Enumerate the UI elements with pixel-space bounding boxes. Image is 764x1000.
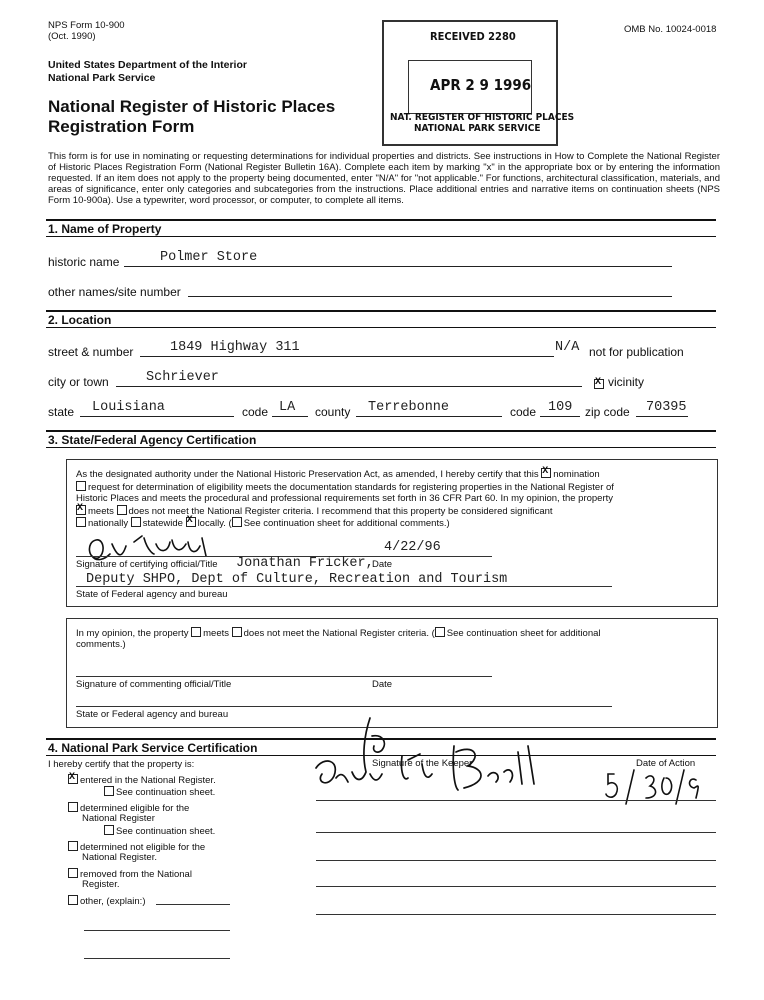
received-stamp bbox=[382, 20, 575, 146]
form-title: National Register of Historic Places bbox=[48, 97, 336, 116]
request-checkbox[interactable] bbox=[76, 481, 86, 491]
section2-title: 2. Location bbox=[48, 313, 112, 327]
keeper-certify-text: I hereby certify that the property is: bbox=[48, 759, 195, 770]
street-field[interactable] bbox=[140, 356, 554, 357]
commenting-agency-label: State or Federal agency and bureau bbox=[76, 709, 229, 720]
not-eligible-label-2: National Register. bbox=[82, 852, 157, 863]
historic-name-field[interactable] bbox=[124, 266, 672, 267]
not-eligible-label: determined not eligible for the bbox=[80, 842, 206, 853]
keeper-line-3[interactable] bbox=[316, 860, 716, 861]
historic-name-label: historic name bbox=[48, 255, 120, 269]
commenting-agency-line[interactable] bbox=[76, 706, 612, 707]
continuation-label: See continuation sheet. bbox=[116, 787, 216, 798]
county-field[interactable] bbox=[356, 416, 502, 417]
not-eligible-checkbox[interactable] bbox=[68, 841, 78, 851]
department-name: United States Department of the Interior bbox=[48, 59, 247, 71]
cert-line2 bbox=[76, 481, 614, 493]
other-explain-line-3[interactable] bbox=[84, 958, 230, 959]
nomination-label: nomination bbox=[553, 469, 600, 480]
state-field[interactable] bbox=[80, 416, 234, 417]
other-explain-line-2[interactable] bbox=[84, 930, 230, 931]
city-label: city or town bbox=[48, 375, 109, 389]
keeper-signature-line[interactable] bbox=[316, 800, 716, 801]
date-of-action-label: Date of Action bbox=[636, 758, 696, 769]
county-label: county bbox=[315, 405, 351, 419]
keeper-signature-label: Signature of the Keeper bbox=[372, 758, 473, 769]
entered-checkbox[interactable] bbox=[68, 774, 78, 784]
opinion-does-not-meet-checkbox[interactable] bbox=[232, 627, 242, 637]
section-rule bbox=[46, 236, 716, 237]
statewide-label: statewide bbox=[142, 518, 183, 529]
section-rule bbox=[46, 430, 716, 432]
nationally-checkbox[interactable] bbox=[76, 517, 86, 527]
certifying-date-label: Date bbox=[372, 559, 393, 570]
opinion-text: See continuation sheet for additional bbox=[446, 628, 601, 639]
certifying-signature-label: Signature of certifying official/Title bbox=[76, 559, 218, 570]
continuation-checkbox[interactable] bbox=[232, 517, 242, 527]
section4-title: 4. National Park Service Certification bbox=[48, 741, 258, 755]
eligible-continuation-checkbox[interactable] bbox=[104, 825, 114, 835]
statewide-checkbox[interactable] bbox=[131, 517, 141, 527]
vicinity-label: vicinity bbox=[608, 375, 645, 389]
removed-label-2: Register. bbox=[82, 879, 120, 890]
cert-line4 bbox=[76, 505, 553, 517]
form-subtitle: Registration Form bbox=[48, 117, 195, 136]
stamp-line1: NAT. REGISTER OF HISTORIC PLACES bbox=[390, 112, 575, 123]
nomination-checkbox[interactable] bbox=[541, 468, 551, 478]
locally-label: locally. ( bbox=[197, 518, 232, 529]
form-date: (Oct. 1990) bbox=[48, 31, 96, 42]
keeper-signature bbox=[312, 716, 552, 800]
city-value: Schriever bbox=[146, 370, 219, 385]
action-date-handwritten bbox=[604, 768, 704, 808]
code-field[interactable] bbox=[272, 416, 308, 417]
meets-label: meets bbox=[88, 506, 114, 517]
zip-field[interactable] bbox=[636, 416, 688, 417]
certifying-official-name: Jonathan Fricker, bbox=[236, 556, 374, 571]
code-value: LA bbox=[279, 400, 296, 415]
code-label: code bbox=[242, 405, 269, 419]
historic-name-value: Polmer Store bbox=[160, 250, 258, 265]
entered-continuation-option bbox=[104, 786, 215, 798]
omb-number: OMB No. 10024-0018 bbox=[624, 24, 717, 35]
form-number: NPS Form 10-900 bbox=[48, 20, 125, 31]
opinion-meets-checkbox[interactable] bbox=[191, 627, 201, 637]
section-rule bbox=[46, 310, 716, 312]
cert-text: does not meet the National Register criteria. I recommend that this property be considered significant bbox=[128, 506, 553, 517]
section3-title: 3. State/Federal Agency Certification bbox=[48, 433, 257, 447]
other-checkbox[interactable] bbox=[68, 895, 78, 905]
continuation-label: See continuation sheet. bbox=[116, 826, 216, 837]
locally-checkbox[interactable] bbox=[186, 517, 196, 527]
na-value: N/A bbox=[555, 340, 580, 355]
does-not-meet-checkbox[interactable] bbox=[117, 505, 127, 515]
city-field[interactable] bbox=[116, 386, 582, 387]
removed-label: removed from the National bbox=[80, 869, 192, 880]
eligible-label: determined eligible for the bbox=[80, 803, 190, 814]
nationally-label: nationally bbox=[88, 518, 129, 529]
certifying-date-value: 4/22/96 bbox=[384, 540, 441, 555]
entered-label: entered in the National Register. bbox=[80, 775, 216, 786]
not-for-publication-label: not for publication bbox=[589, 345, 684, 359]
certifying-agency-label: State of Federal agency and bureau bbox=[76, 589, 228, 600]
opinion-text: does not meet the National Register criteria. ( bbox=[243, 628, 435, 639]
cert-text: As the designated authority under the National Historic Preservation Act, as amended, I hereby certify that this bbox=[76, 469, 539, 480]
opinion-continuation-checkbox[interactable] bbox=[435, 627, 445, 637]
section-rule bbox=[46, 219, 716, 221]
other-explain-line[interactable] bbox=[156, 904, 230, 905]
other-names-field[interactable] bbox=[188, 296, 672, 297]
cert-line5 bbox=[76, 517, 450, 529]
code2-value: 109 bbox=[548, 400, 573, 415]
opinion-text: In my opinion, the property bbox=[76, 628, 189, 639]
entered-option bbox=[68, 774, 216, 786]
commenting-date-label: Date bbox=[372, 679, 393, 690]
stamp-line2: NATIONAL PARK SERVICE bbox=[414, 123, 541, 134]
commenting-signature-label: Signature of commenting official/Title bbox=[76, 679, 232, 690]
zip-label: zip code bbox=[585, 405, 630, 419]
street-label: street & number bbox=[48, 345, 134, 359]
keeper-line-4[interactable] bbox=[316, 886, 716, 887]
other-names-label: other names/site number bbox=[48, 285, 181, 299]
section1-title: 1. Name of Property bbox=[48, 222, 162, 236]
opinion-line1 bbox=[76, 627, 601, 639]
section-rule bbox=[46, 447, 716, 448]
certifying-agency-line[interactable] bbox=[76, 586, 612, 587]
entered-continuation-checkbox[interactable] bbox=[104, 786, 114, 796]
eligible-label-2: National Register bbox=[82, 813, 155, 824]
other-label: other, (explain:) bbox=[80, 896, 146, 907]
agency-name: National Park Service bbox=[48, 72, 156, 84]
state-label: state bbox=[48, 405, 75, 419]
opinion-meets-label: meets bbox=[203, 628, 229, 639]
zip-value: 70395 bbox=[646, 400, 687, 415]
state-value: Louisiana bbox=[92, 400, 165, 415]
cert-line1 bbox=[76, 468, 600, 480]
eligible-checkbox[interactable] bbox=[68, 802, 78, 812]
other-option bbox=[68, 895, 145, 907]
intro-paragraph: This form is for use in nominating or requesting determinations for individual properties and districts. See instructions in How to Complete the National Register of Historic Places Registration Form (National Register Bulletin 16A). Complete each item by marking "x" in the appropriate box or by entering the information requested. If an item does not apply to the property being documented, enter "N/A" for "not applicable." For functions, architectural classification, materials, and areas of significance, enter only categories and subcategories from the instructions. Place additional entries and narrative items on continuation sheets (NPS Form 10-900a). Use a typewriter, word processor, or computer, to complete all items. bbox=[48, 151, 720, 206]
certifying-agency-value: Deputy SHPO, Dept of Culture, Recreation and Tourism bbox=[86, 572, 508, 587]
keeper-line-5[interactable] bbox=[316, 914, 716, 915]
code2-label: code bbox=[510, 405, 537, 419]
cert-text: See continuation sheet for additional comments.) bbox=[243, 518, 450, 529]
stamp-date: APR 2 9 1996 bbox=[430, 76, 532, 94]
cert-line3: Historic Places and meets the procedural and professional requirements set forth in 36 CFR Part 60. In my opinion, the property bbox=[76, 493, 614, 504]
section-rule bbox=[46, 327, 716, 328]
code2-field[interactable] bbox=[540, 416, 580, 417]
opinion-line2: comments.) bbox=[76, 639, 126, 650]
keeper-line-2[interactable] bbox=[316, 832, 716, 833]
cert-text: request for determination of eligibility meets the documentation standards for registering properties in the National Register of bbox=[88, 482, 614, 493]
county-value: Terrebonne bbox=[368, 400, 450, 415]
vicinity-checkbox[interactable] bbox=[594, 379, 604, 389]
street-value: 1849 Highway 311 bbox=[170, 340, 300, 355]
meets-checkbox[interactable] bbox=[76, 505, 86, 515]
stamp-received: RECEIVED 2280 bbox=[430, 30, 516, 43]
removed-checkbox[interactable] bbox=[68, 868, 78, 878]
commenting-signature-line[interactable] bbox=[76, 676, 492, 677]
eligible-continuation-option bbox=[104, 825, 215, 837]
